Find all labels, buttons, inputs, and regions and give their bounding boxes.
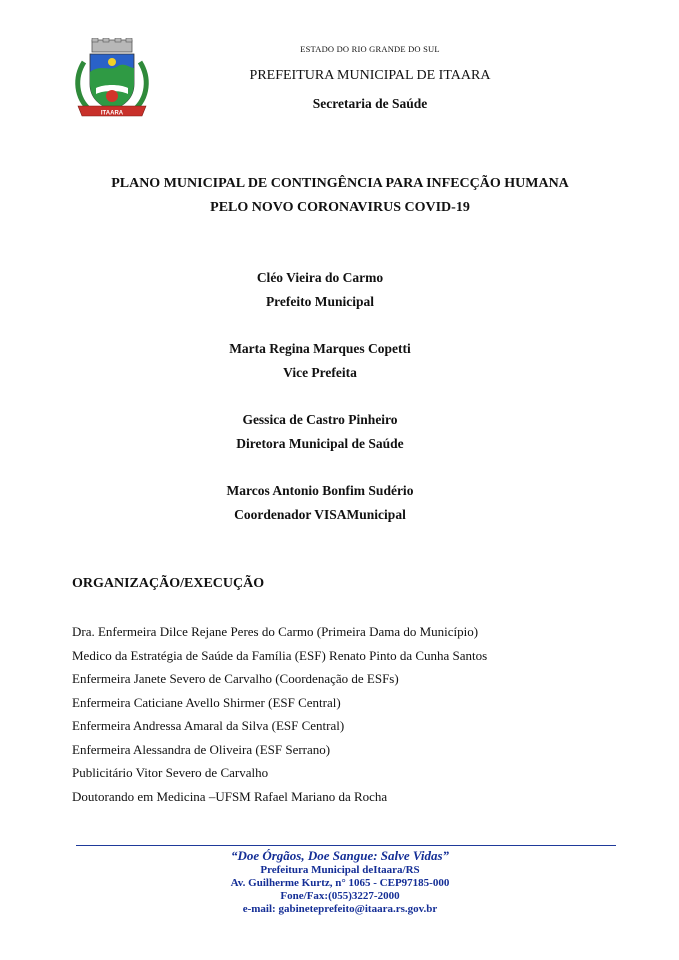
footer-divider bbox=[76, 845, 616, 846]
team-member: Enfermeira Janete Severo de Carvalho (Coordenação de ESFs) bbox=[72, 671, 399, 686]
footer-email: e-mail: gabineteprefeito@itaara.rs.gov.br bbox=[242, 903, 438, 915]
plan-title-line-2: PELO NOVO CORONAVIRUS COVID-19 bbox=[210, 200, 470, 215]
footer-slogan: “Doe Órgãos, Doe Sangue: Salve Vidas” bbox=[230, 848, 450, 863]
official-role: Prefeito Municipal bbox=[265, 294, 375, 309]
prefecture-name: PREFEITURA MUNICIPAL DE ITAARA bbox=[249, 68, 491, 83]
official-name: Gessica de Castro Pinheiro bbox=[242, 412, 398, 427]
official-role: Diretora Municipal de Saúde bbox=[236, 436, 404, 451]
secretariat-name: Secretaria de Saúde bbox=[312, 96, 428, 111]
team-member: Enfermeira Caticiane Avello Shirmer (ESF Central) bbox=[72, 695, 341, 710]
team-member: Enfermeira Alessandra de Oliveira (ESF Serrano) bbox=[72, 742, 331, 757]
team-member: Dra. Enfermeira Dilce Rejane Peres do Carmo (Primeira Dama do Município) bbox=[72, 624, 479, 639]
official-name: Marta Regina Marques Copetti bbox=[229, 341, 411, 356]
crest-ribbon-text: ITAARA bbox=[100, 110, 124, 117]
footer-phone: Fone/Fax:(055)3227-2000 bbox=[280, 890, 400, 902]
organization-heading: ORGANIZAÇÃO/EXECUÇÃO bbox=[72, 576, 265, 591]
footer-prefecture: Prefeitura Municipal deItaara/RS bbox=[260, 864, 420, 876]
official-name: Marcos Antonio Bonfim Sudério bbox=[226, 483, 414, 498]
team-member: Enfermeira Andressa Amaral da Silva (ESF Central) bbox=[72, 718, 345, 733]
plan-title-line-1: PLANO MUNICIPAL DE CONTINGÊNCIA PARA INFECÇÃO HUMANA bbox=[111, 176, 569, 191]
state-name: ESTADO DO RIO GRANDE DO SUL bbox=[300, 44, 440, 54]
team-member: Publicitário Vitor Severo de Carvalho bbox=[72, 765, 269, 780]
official-role: Vice Prefeita bbox=[283, 365, 357, 380]
official-role: Coordenador VISAMunicipal bbox=[234, 507, 406, 522]
footer-address: Av. Guilherme Kurtz, n° 1065 - CEP97185-000 bbox=[230, 877, 450, 889]
team-member: Medico da Estratégia de Saúde da Família (ESF) Renato Pinto da Cunha Santos bbox=[72, 648, 488, 663]
team-member: Doutorando em Medicina –UFSM Rafael Mariano da Rocha bbox=[72, 789, 388, 804]
municipal-coat-of-arms bbox=[70, 38, 154, 120]
official-name: Cléo Vieira do Carmo bbox=[256, 270, 384, 285]
